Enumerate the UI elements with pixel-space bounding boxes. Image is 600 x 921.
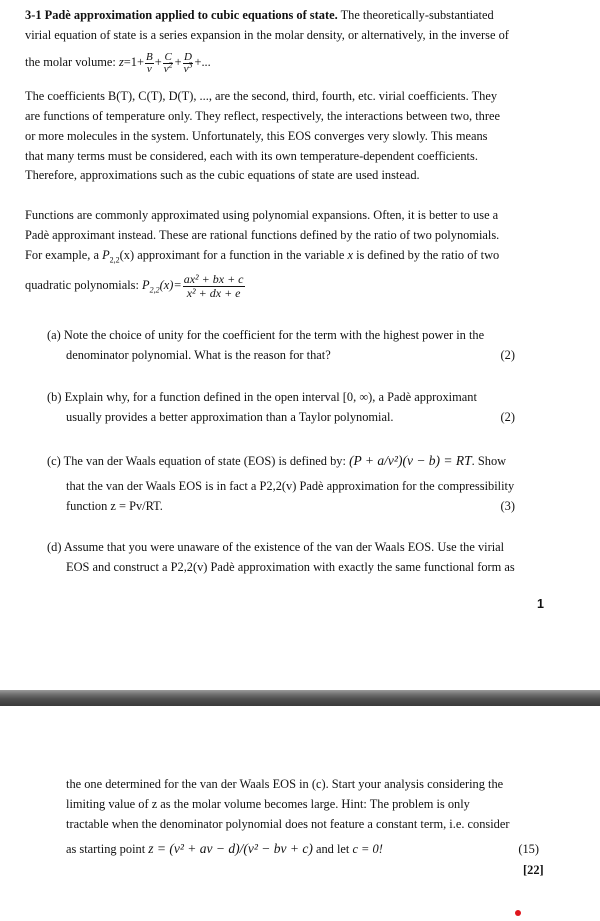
para2-line-4-prefix: quadratic polynomials: [25, 278, 139, 292]
part-c-line-1 [47, 450, 555, 472]
para1-line-4: that many terms must be considered, each with its own temperature-dependent coefficients. [25, 149, 478, 163]
part-d-line-5: tractable when the denominator polynomial does not feature a constant term, i.e. consider [66, 817, 510, 831]
intro-line-3 [25, 50, 577, 75]
part-c-line-3 [66, 497, 515, 517]
part-d-line-4: limiting value of z as the molar volume becomes large. Hint: The problem is only [66, 797, 470, 811]
part-c-text-1a: The van der Waals equation of state (EOS) is defined by: [63, 454, 346, 468]
para2-line-3-c: is defined by the ratio of two [356, 248, 500, 262]
part-d-line-1 [47, 538, 555, 558]
page-number: 1 [537, 597, 544, 611]
frac-c [163, 52, 174, 75]
frac-d-num: D [184, 50, 192, 63]
pade-equation [142, 271, 245, 300]
pade-arg: (x)= [159, 278, 182, 292]
pade-den: x² + dx + e [186, 285, 241, 300]
part-d-marks: (15) [518, 842, 539, 856]
part-b-text-2: usually provides a better approximation than a Taylor polynomial. [66, 410, 394, 424]
pade-frac [183, 273, 245, 300]
part-c-text-3: function z = Pv/RT. [66, 499, 163, 513]
frac-c-pow: 2 [168, 60, 173, 69]
part-a-text-2: denominator polynomial. What is the reason for that? [66, 348, 331, 362]
part-b-line-1 [47, 388, 555, 408]
part-d-line-2: EOS and construct a P2,2(v) Padè approximation with exactly the same functional form as [66, 560, 515, 574]
part-b-marks: (2) [500, 410, 515, 424]
part-d-line-3: the one determined for the van der Waals EOS in (c). Start your analysis considering the [66, 777, 504, 791]
part-c-text-1b: . Show [471, 454, 507, 468]
pade-num: ax² + bx + c [183, 271, 244, 286]
frac-d [183, 52, 194, 75]
eq-z: z [118, 55, 124, 69]
intro-line-3-prefix: the molar volume: [25, 55, 116, 69]
part-c-label: (c) [47, 454, 61, 468]
eq-tail: +... [194, 55, 211, 69]
para2-line-3 [25, 246, 577, 266]
part-a-marks: (2) [500, 348, 515, 362]
part-a-label: (a) [47, 328, 61, 342]
total-marks: [22] [523, 863, 544, 877]
para2-line-3-b: (x) approximant for a function in the variable [119, 248, 345, 262]
frac-d-den: v [183, 62, 189, 75]
part-b-label: (b) [47, 390, 62, 404]
intro-line-2: virial equation of state is a series expansion in the molar density, or alternatively, in the inverse of [25, 28, 509, 42]
para2-line-3-x: x [347, 248, 353, 262]
para2-line-3-a: For example, a [25, 248, 99, 262]
part-b-text-1: Explain why, for a function defined in the open interval [0, ∞), a Padè approximant [64, 390, 477, 404]
vdw-equation: (P + a/v²)(v − b) = RT [349, 453, 472, 468]
frac-b-den: v [146, 62, 152, 75]
part-d-line-6 [66, 838, 539, 860]
start-equation: z = (v² + av − d)/(v² − bv + c) [148, 841, 313, 856]
question-number: 3-1 [25, 8, 42, 22]
question-title: Padè approximation applied to cubic equations of state. [44, 8, 338, 22]
c-equation: c = 0! [352, 842, 383, 856]
eq-equals: =1+ [123, 55, 144, 69]
intro-line-1: The theoretically-substantiated [340, 8, 494, 22]
part-c-marks: (3) [500, 499, 515, 513]
part-d-text-6-mid: and let [315, 842, 350, 856]
pade-lhs-sub: 2,2 [149, 285, 160, 295]
para2-line-4 [25, 270, 577, 300]
part-a-line-1 [47, 326, 555, 346]
page-separator [0, 690, 600, 706]
frac-b [145, 52, 154, 75]
part-a-line-2 [66, 346, 515, 366]
part-d-text-6-prefix: as starting point [66, 842, 146, 856]
para2-line-1: Functions are commonly approximated using polynomial expansions. Often, it is better to use a [25, 208, 499, 222]
para1-line-2: are functions of temperature only. They reflect, respectively, the interactions between two, three [25, 109, 501, 123]
heading-line [25, 6, 577, 26]
para1-line-5: Therefore, approximations such as the cubic equations of state are used instead. [25, 168, 420, 182]
frac-c-num: C [164, 50, 172, 63]
part-d-label: (d) [47, 540, 62, 554]
part-d-text-1: Assume that you were unaware of the existence of the van der Waals EOS. Use the virial [63, 540, 505, 554]
para1-line-3: or more molecules in the system. Unfortunately, this EOS converges very slowly. This means [25, 129, 488, 143]
part-c-line-2: that the van der Waals EOS is in fact a P2,2(v) Padè approximation for the compressibility [66, 479, 515, 493]
part-b-line-2 [66, 408, 515, 428]
frac-d-pow: 3 [188, 60, 193, 69]
virial-equation: z=1+ $\frac{B}{v}$ + $\frac{C}{v^2}$ + $\frac{D}{v^3}$ +... [118, 50, 211, 75]
red-marker-dot [515, 910, 521, 916]
para2-line-3-sub: 2,2 [109, 255, 120, 265]
frac-c-den: v [163, 62, 169, 75]
para2-line-2: Padè approximant instead. These are rational functions defined by the ratio of two polynomials. [25, 228, 500, 242]
para1-line-1: The coefficients B(T), C(T), D(T), ..., are the second, third, fourth, etc. virial coefficients. They [25, 89, 498, 103]
frac-b-num: B [145, 50, 153, 63]
para2-line-3-p: P [102, 248, 110, 262]
pade-lhs: P [142, 278, 150, 292]
part-a-text-1: Note the choice of unity for the coefficient for the term with the highest power in the [63, 328, 485, 342]
